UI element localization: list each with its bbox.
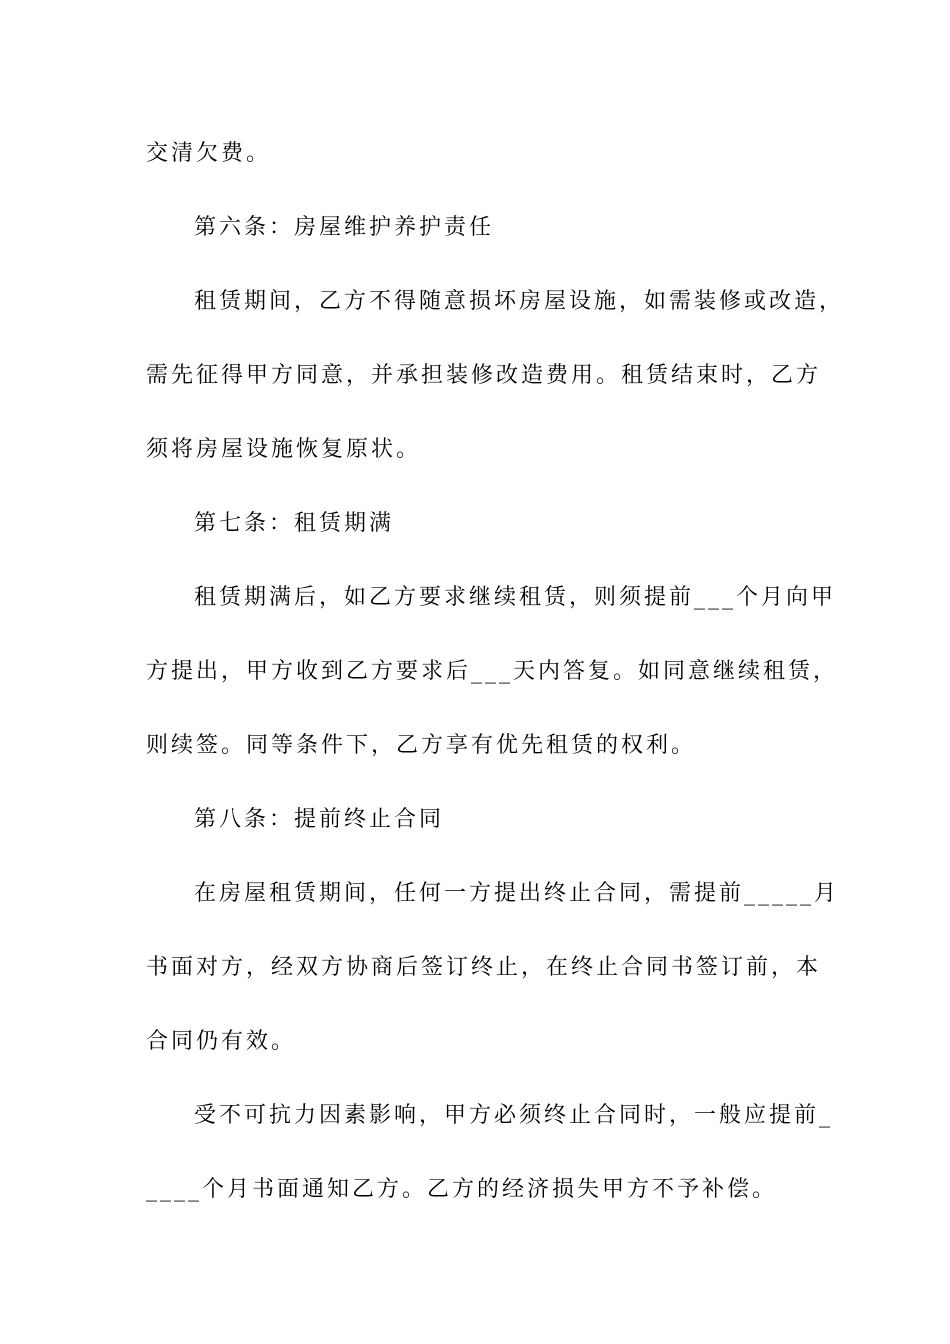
paragraph-line: 受不可抗力因素影响，甲方必须终止合同时，一般应提前_: [194, 1103, 834, 1128]
paragraph-line: 合同仍有效。: [146, 1029, 297, 1054]
paragraph-line: 在房屋租赁期间，任何一方提出终止合同，需提前_____月: [194, 881, 840, 906]
document-body: [146, 135, 845, 1245]
paragraph-line: 交清欠费。: [146, 141, 272, 166]
paragraph-line: 须将房屋设施恢复原状。: [146, 437, 422, 462]
paragraph-line: 书面对方，经双方协商后签订终止，在终止合同书签订前，本: [146, 955, 822, 980]
paragraph-line: 则续签。同等条件下，乙方享有优先租赁的权利。: [146, 733, 697, 758]
paragraph-line: 方提出，甲方收到乙方要求后___天内答复。如同意继续租赁，: [146, 659, 839, 684]
paragraph-line: 租赁期满后，如乙方要求继续租赁，则须提前___个月向甲: [194, 585, 837, 610]
article-6-heading: 第六条：房屋维护养护责任: [194, 215, 495, 240]
paragraph-line: 需先征得甲方同意，并承担装修改造费用。租赁结束时，乙方: [146, 363, 822, 388]
paragraph-line: ____个月书面通知乙方。乙方的经济损失甲方不予补偿。: [146, 1177, 778, 1202]
article-7-heading: 第七条：租赁期满: [194, 511, 395, 536]
paragraph-line: 租赁期间，乙方不得随意损坏房屋设施，如需装修或改造，: [194, 289, 845, 314]
article-8-heading: 第八条：提前终止合同: [194, 807, 445, 832]
